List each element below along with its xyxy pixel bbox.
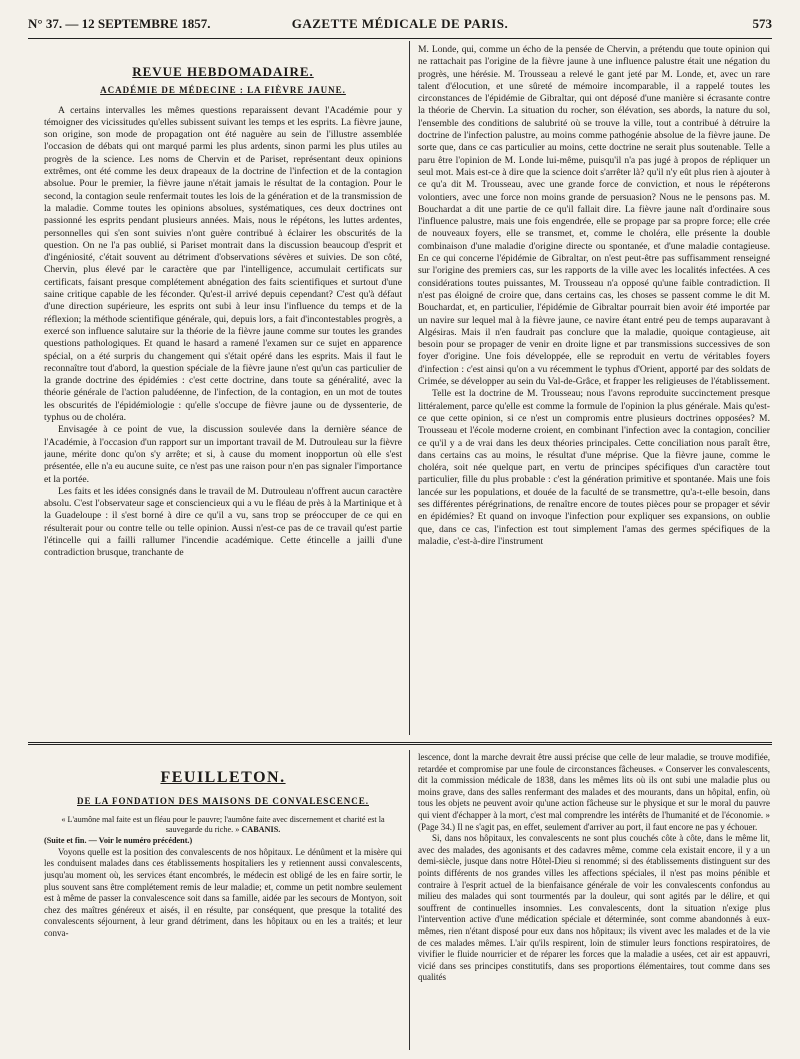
page-header: [28, 14, 772, 36]
column-divider-bottom: [409, 750, 410, 1050]
feuilleton-paragraph: Si, dans nos hôpitaux, les convalescents ne sont plus couchés côte à côte, dans le même lit, avec des malades, des agonisants et des cadavres même, comme cela existait encore, il y a un demi-siècle, jusque dans notre Hôtel-Dieu si renommé; si des établissements distinguent sur des points différents de nos grandes villes les affections spéciales, il n'est pas moins pénible et contraire à l'esprit actuel de la bienfaisance générale de voir les convalescents confondus au milieu des malades qui sont tourmentés par la douleur, qui sont agités par le délire, et qui souffrent de continuelles insomnies. Les convalescents, dont la situation n'exige plus l'intervention active d'une médication spéciale et déterminée, sont comme abandonnés à eux-mêmes, rien n'étant disposé pour eux dans nos hôpitaux; ils vivent avec les malades et de la vie de ces malades mêmes. L'air qu'ils respirent, loin de stimuler leurs fonctions respiratoires, de vivifier le fluide nourricier et de réparer les forces que la maladie a usées, cet air est appauvri, vicié dans ses principes constitutifs, dans ses proportions élémentaires, tout comme dans ses qualités: [418, 833, 770, 983]
feuilleton-separator: [28, 742, 772, 745]
revue-paragraph: Les faits et les idées consignés dans le travail de M. Dutrouleau n'offrent aucun caractère absolu. C'est l'observateur sage et consciencieux qui a vu le fléau de près à la Martinique et à la Guadeloupe : il s'est borné à dire ce qu'il a vu, sans trop se préoccuper de ce qui en résulterait pour ou contre telle ou telle opinion. Aussi n'est-ce pas de ce travail qu'est partie l'étincelle qui a failli rallumer l'incendie académique. Cette étincelle a jailli d'une contradiction brusque, tranchante de: [44, 485, 402, 559]
feuilleton-subtitle: DE LA FONDATION DES MAISONS DE CONVALESCENCE.: [77, 795, 369, 806]
revue-paragraph: Envisagée à ce point de vue, la discussion soulevée dans la dernière séance de l'Académie, à l'occasion d'un rapport sur un important travail de M. Dutrouleau sur la fièvre jaune, mérite donc qu'on s'y arrête; et si, à cause du moment inopportun où elle s'est présentée, elle n'a eu aucune suite, ce n'est pas une raison pour n'en pas signaler l'importance et la portée.: [44, 424, 402, 485]
issue-date: N° 37. — 12 SEPTEMBRE 1857.: [28, 16, 211, 31]
revue-paragraph: Telle est la doctrine de M. Trousseau; nous l'avons reproduite succinctement presque littéralement, parce qu'elle est comme la formule de l'opinion la plus générale. Mais qu'est-ce que cette opinion, si ce n'est un compromis entre plusieurs doctrines opposées? M. Trousseau et l'école moderne croient, en combinant l'infection avec la contagion, concilier ce qu'il y a de vrai dans les deux théories principales. Cette conciliation nous paraît être, dans certains cas au moins, le résultat d'une méprise. Que la fièvre jaune, comme le choléra, soit née quelque part, en vertu de principes spécifiques d'un caractère tout particulier, fille du plus probable : c'est la génération primitive et spontanée. Mais une fois lancée sur les populations, et douée de la faculté de se transmettre, qu'a-t-elle besoin, dans ses différentes pérégrinations, de renaître encore de toutes pièces pour se propager et sévir en épidémies? Et quand on invoque l'infection pour expliquer ses expansions, on oublie que, dans ce cas, l'infection est tout simplement l'amas des germes spécifiques de la maladie, c'est-à-dire l'instrument: [418, 388, 770, 547]
revue-right-column: [418, 44, 770, 736]
revue-paragraph: A certains intervalles les mêmes questions reparaissent devant l'Académie pour y témoigner des vicissitudes qu'elles subissent suivant les temps et les esprits. La fièvre jaune, son origine, son mode de propagation ont été naguère au sein de l'illustre assemblée l'occasion de débats qui ont marqué parmi les plus ardents, sinon parmi les plus utiles au progrès de la science. Les noms de Chervin et de Pariset, représentant deux opinions extrêmes, ont été comme les deux drapeaux de la doctrine de l'infection et de la contagion absolue. Pour le premier, la fièvre jaune n'était jamais le résultat de la contagion. Pour le second, la contagion seule renfermait toutes les lois de la génération et de la transmission de la maladie. Comme toutes les opinions absolues, systématiques, ces deux doctrines ont passionné les esprits pendant plusieurs années. Mais, nous le répétons, les luttes ardentes, personnelles qui s'en sont suivies n'ont guère contribué à éclairer les obscurités de la question. On ne l'a pas oublié, si Pariset montrait dans la discussion beaucoup d'esprit et d'ingéniosité, c'était souvent au détriment d'observations sévères et suivies. De son côté, Chervin, plus élevé par le caractère que par l'intelligence, accumulait certificats sur certificats, faisant presque complétement abnégation des faits scientifiques et surtout d'une saine critique capable de les féconder. Qu'est-il arrivé depuis cependant? C'est qu'à défaut d'une direction supérieure, les esprits ont subi à leur insu l'influence du temps et de la réflexion; la méthode scientifique générale, qui, depuis lors, a fait d'incontestables progrès, a exercé son influence salutaire sur la théorie de la fièvre jaune comme sur toutes les grandes questions pathologiques. Et quand le hasard a ramené l'examen sur ce sujet en apparence spécial, on a été surpris du changement qui s'était opéré dans les esprits. Mais il faut le reconnaître tout d'abord, la question spéciale de la fièvre jaune n'est qu'un cas particulier de la grande doctrine des épidémies : c'est cette doctrine, dans toute sa généralité, avec la théorie générale de l'action paludéenne, de l'infection, de la contagion, en un mot de toutes les obscurités de l'épidémiologie : qu'elle s'occupe de fièvre jaune ou de dyssenterie, de typhus ou de choléra.: [44, 104, 402, 424]
epigraph: [44, 815, 402, 835]
continuation-note: (Suite et fin. — Voir le numéro précédent.): [44, 836, 193, 846]
page-number: 573: [752, 16, 772, 31]
feuilleton-left-column: [44, 760, 402, 1052]
epigraph-author: CABANIS.: [241, 825, 281, 835]
feuilleton-right-column: [418, 752, 770, 1052]
feuilleton-paragraph: Voyons quelle est la position des convalescents de nos hôpitaux. Le dénûment et la misère qui les conduisent malades dans ces établissements hospitaliers les y retiennent aussi convalescents, jusqu'au moment où, les services étant encombrés, le médecin est obligé de les en faire sortir, le plus souvent sans être complétement remis de leur maladie; et, comme un petit nombre seulement est à même de passer la convalescence soit dans sa famille, aidée par les secours de Montyon, soit chez des maîtres généreux et aisés, il en résulte, par conséquent, que presque la totalité des convalescents séjournent, à leur grand détriment, dans les hôpitaux ou en les a traités; et leur conva-: [44, 846, 402, 938]
feuilleton-title: FEUILLETON.: [160, 769, 286, 786]
journal-title: GAZETTE MÉDICALE DE PARIS.: [291, 16, 509, 31]
revue-left-column: [44, 60, 402, 736]
epigraph-text: « L'aumône mal faite est un fléau pour le pauvre; l'aumône faite avec discernement et charité est la sauvegarde du riche. »: [61, 815, 385, 835]
feuilleton-paragraph: lescence, dont la marche devrait être aussi précise que celle de leur maladie, se trouve modifiée, retardée et compromise par une foule de circonstances fâcheuses. « Conserver les convalescents, dit la commission médicale de 1838, dans les mêmes lits où ils ont subi une maladie plus ou moins grave, dans des salles renfermant des malades et des mourants, dans un hôpital, enfin, où tous les objets ne peuvent avoir qu'une action fâcheuse sur le physique et sur le moral du pauvre qui vient d'échapper à la mort, c'est mal comprendre les intérêts de l'humanité et de l'économie. » (Page 34.) Il ne s'agit pas, en effet, seulement d'arriver au port, il faut encore ne pas y échouer.: [418, 752, 770, 832]
revue-title: REVUE HEBDOMADAIRE.: [132, 64, 314, 79]
column-divider-top: [409, 41, 410, 735]
revue-subtitle: ACADÉMIE DE MÉDECINE : LA FIÈVRE JAUNE.: [100, 85, 346, 96]
header-rule: [28, 38, 772, 39]
revue-paragraph: M. Londe, qui, comme un écho de la pensée de Chervin, a prétendu que toute opinion qui ne rattachait pas l'origine de la fièvre jaune à une influence palustre était une négation du progrès, une hérésie. M. Trousseau a relevé le gant jeté par M. Londe, et, avec un rare talent d'élocution, et une sûreté de mémoire incomparable, il a rappelé toutes les circonstances de l'épidémie de Gibraltar, qui ont déposé d'une manière si écrasante contre la théorie de Chervin. La situation du rocher, son élévation, ses abords, la nature du sol, l'ensemble des conditions de salubrité où se trouve la ville, tout a contribué à détruire la doctrine de l'infection palustre, au moins comme pathogénie absolue de la fièvre jaune. De sorte que, dans ce cas particulier au moins, cette doctrine ne serait plus soutenable. Telle a paru être l'opinion de M. Londe lui-même, puisqu'il n'a pas jugé à propos de répliquer un seul mot. Mais est-ce à dire que la science doit s'arrêter là? qu'il n'y eût plus rien à ajouter à ce qu'a dit M. Trousseau, avec une grande force de conviction, et nous le répéterons volontiers, avec une force non moins grande de persuasion? Nous ne le pensons pas. M. Bouchardat a dit une partie de ce qu'il fallait dire. La fièvre jaune naît d'ordinaire sous l'influence palustre, mais une fois engendrée, elle se propage par sa propre force; elle crée de nouveaux foyers, elle se transmet, et, comme le choléra, elle présente la double combinaison d'une maladie d'origine directe ou spontanée, et d'une maladie contagieuse. En ce qui concerne l'épidémie de Gibraltar, on n'est peut-être pas suffisamment renseigné sur l'origine des premiers cas, sur les rapports de la ville avec les localités infectées. A ces considérations toutes puissantes, M. Trousseau n'a opposé qu'une faible contradiction. Il n'est pas éloigné de croire que, dans certains cas, les choses se passent comme le dit M. Bouchardat, et, en particulier, l'épidémie de Gibraltar pourrait bien avoir été importée par un navire sur lequel mal à la fièvre jaune, ce navire étant entré peu de temps auparavant à Algésiras. Mais il n'en faudrait pas conclure que la maladie, quoique contagieuse, ait besoin pour se propager de venir en droite ligne et par transmissions successives de son foyer d'origine. Une fois développée, elle se reproduit en vertu de véritables foyers d'infection : c'est ainsi qu'on a vu récemment le typhus d'Orient, apporté par des soldats de Crimée, se développer au sein du Val-de-Grâce, et frapper les religieuses de l'établissement.: [418, 44, 770, 388]
